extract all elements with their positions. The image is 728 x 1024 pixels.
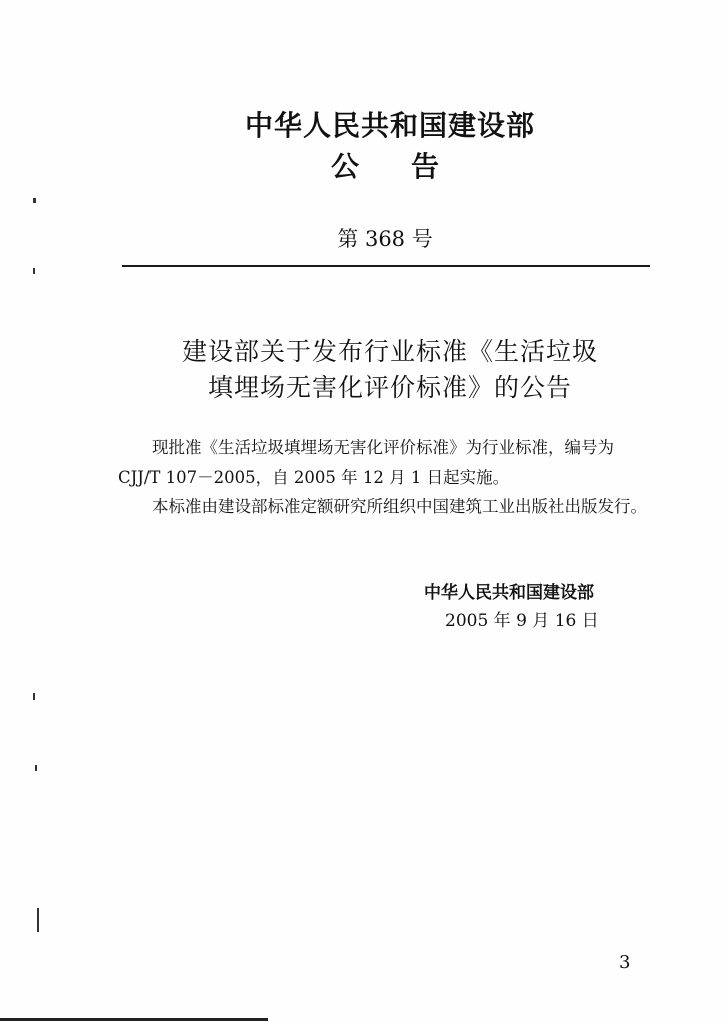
signature-issuer: 中华人民共和国建设部 bbox=[424, 583, 594, 603]
announcement-title bbox=[0, 145, 728, 185]
body-paragraph-2-text: 本标准由建设部标准定额研究所组织中国建筑工业出版社出版发行。 bbox=[152, 497, 647, 516]
header-divider bbox=[122, 265, 650, 267]
body-paragraph-1 bbox=[118, 433, 652, 493]
scan-speck bbox=[33, 268, 35, 274]
page-number: 3 bbox=[619, 952, 631, 973]
body-paragraph-1-text: 现批准《生活垃圾填埋场无害化评价标准》为行业标准，编号为 CJJ/T 107－2005，自 2005 年 12 月 1 日起实施。 bbox=[118, 438, 614, 487]
scan-speck bbox=[35, 765, 37, 771]
scan-speck bbox=[33, 198, 36, 203]
ministry-title: 中华人民共和国建设部 bbox=[244, 109, 535, 142]
announcement-char-1: 公 bbox=[330, 150, 359, 183]
body-paragraph-2 bbox=[118, 492, 652, 522]
headline-line-1: 建设部关于发布行业标准《生活垃圾 bbox=[181, 337, 598, 366]
scan-edge-bar bbox=[0, 1018, 268, 1021]
headline-line-2: 填埋场无害化评价标准》的公告 bbox=[207, 373, 572, 402]
scan-speck bbox=[37, 908, 39, 932]
signature-date: 2005 年 9 月 16 日 bbox=[445, 611, 599, 631]
announcement-char-2: 告 bbox=[411, 150, 440, 183]
scan-speck bbox=[33, 693, 35, 700]
document-number: 第 368 号 bbox=[337, 227, 433, 251]
